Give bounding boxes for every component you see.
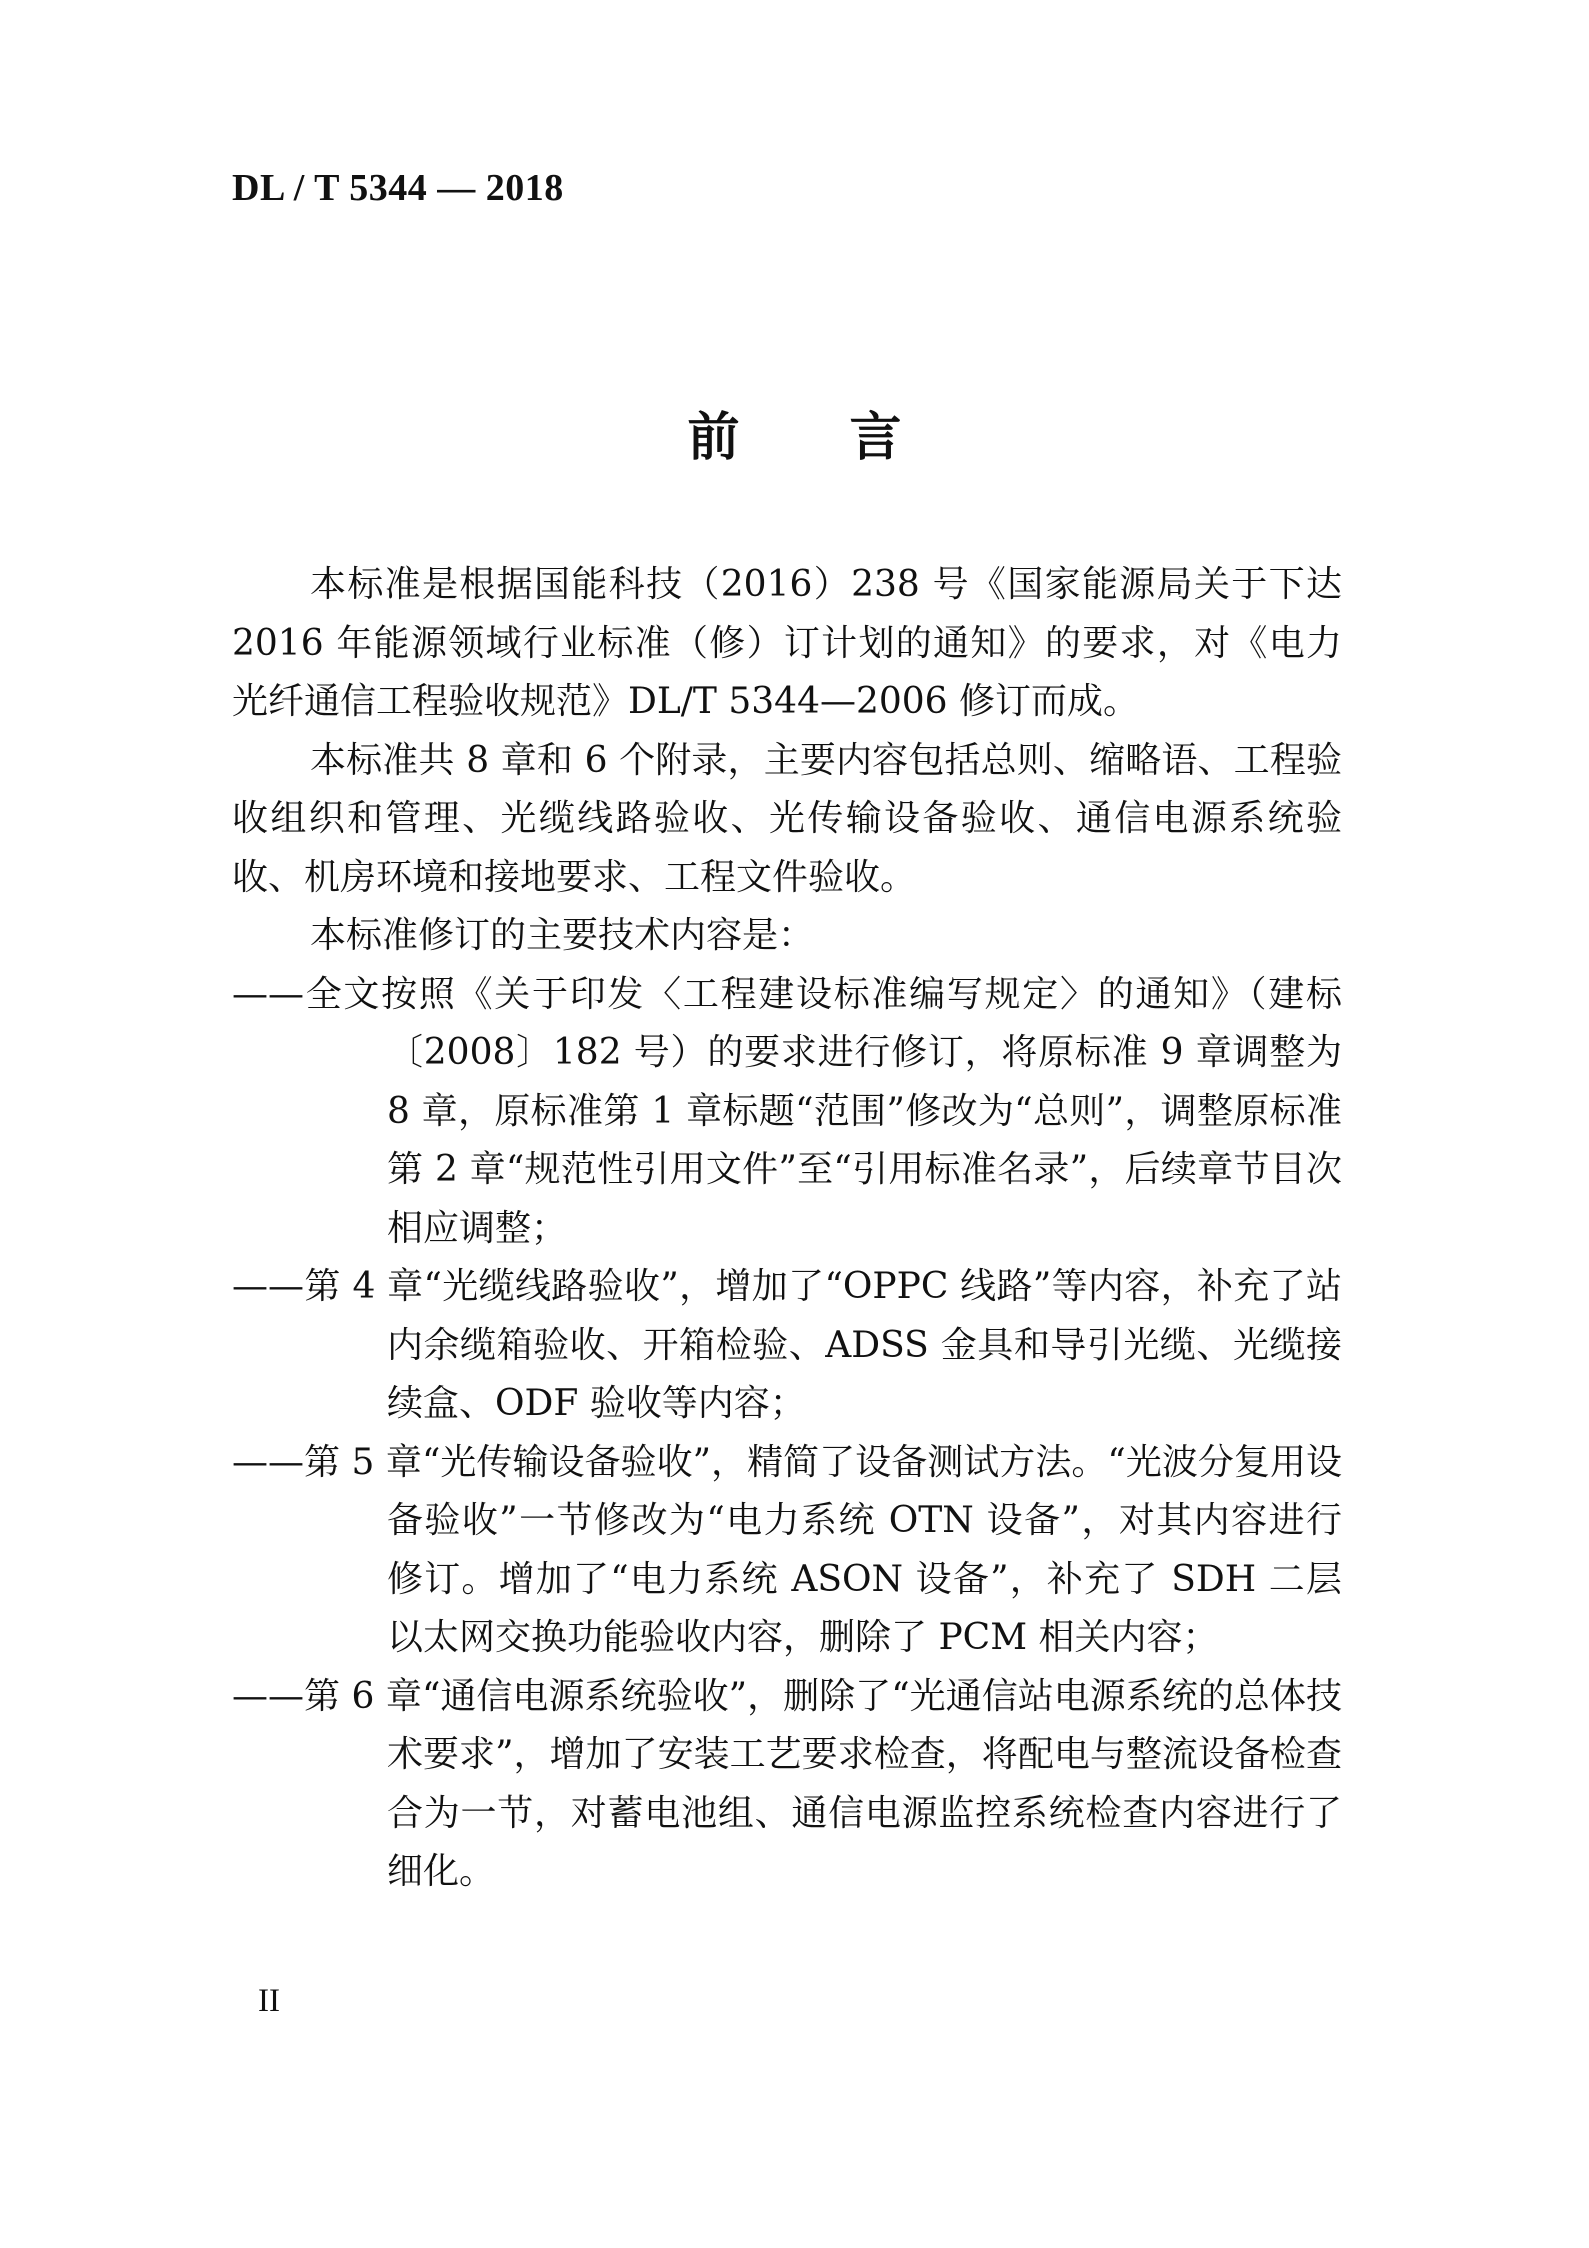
paragraph-revisions-intro: 本标准修订的主要技术内容是： xyxy=(310,915,815,956)
standard-code: DL / T 5344 — 2018 xyxy=(232,167,564,209)
title-char-1: 前 xyxy=(687,407,740,468)
list-item: ——第 4 章“光缆线路验收”，增加了“OPPC 线路”等内容，补充了站内余缆箱验收、开箱检验、ADSS 金具和导引光缆、光缆接续盒、ODF 验收等内容； xyxy=(232,1266,1342,1424)
list-item: ——第 6 章“通信电源系统验收”，删除了“光通信站电源系统的总体技术要求”，增加了安装工艺要求检查，将配电与整流设备检查合为一节，对蓄电池组、通信电源监控系统检查内容进行了细化。 xyxy=(232,1675,1342,1892)
list-item: ——全文按照《关于印发〈工程建设标准编写规定〉的通知》（建标〔2008〕182 号）的要求进行修订，将原标准 9 章调整为 8 章，原标准第 1 章标题“范围”修改为“总则”，调整原标准第 2 章“规范性引用文件”至“引用标准名录”，后续章节目次相应调整； xyxy=(232,973,1342,1249)
preface-body xyxy=(232,556,1342,1902)
page-number: II xyxy=(258,1983,280,2019)
list-item: ——第 5 章“光传输设备验收”，精简了设备测试方法。“光波分复用设备验收”一节修改为“电力系统 OTN 设备”，对其内容进行修订。增加了“电力系统 ASON 设备”，补充了 SDH 二层以太网交换功能验收内容，删除了 PCM 相关内容； xyxy=(232,1441,1342,1658)
page-title xyxy=(0,395,1589,470)
paragraph-contents: 本标准共 8 章和 6 个附录，主要内容包括总则、缩略语、工程验收组织和管理、光缆线路验收、光传输设备验收、通信电源系统验收、机房环境和接地要求、工程文件验收。 xyxy=(232,739,1342,898)
paragraph-basis: 本标准是根据国能科技（2016）238 号《国家能源局关于下达 2016 年能源领域行业标准（修）订计划的通知》的要求，对《电力光纤通信工程验收规范》DL/T 5344—2006 修订而成。 xyxy=(232,564,1342,722)
title-char-2: 言 xyxy=(849,407,902,468)
